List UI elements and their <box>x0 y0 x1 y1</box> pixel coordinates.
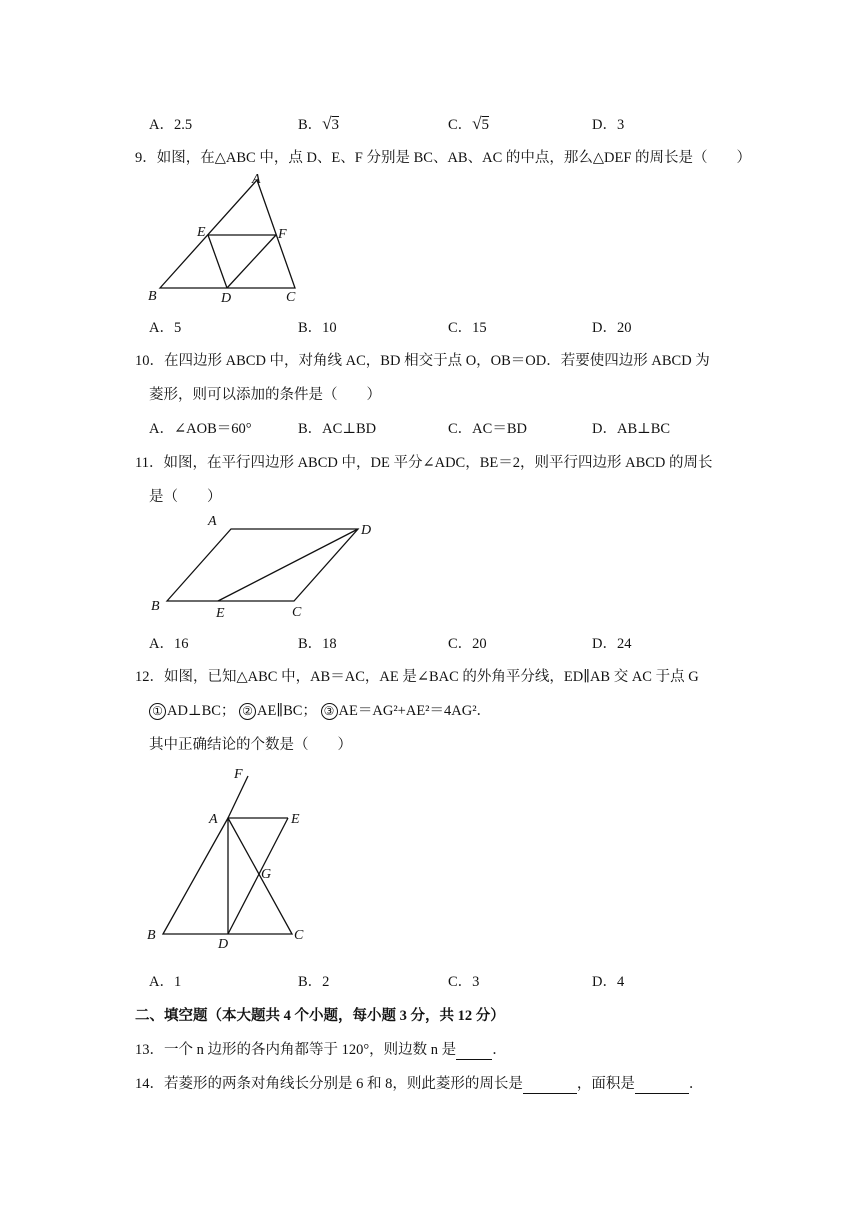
circled-1: ① <box>149 703 166 720</box>
conclusion-3: AE＝AG²+AE²＝4AG²． <box>338 703 492 719</box>
q9-stem: 9．如图，在△ABC 中，点 D、E、F 分别是 BC、AB、AC 的中点，那么△DEF 的周长是（ ） <box>135 150 752 166</box>
label-c: C <box>294 928 304 943</box>
label-d: D <box>361 523 372 538</box>
circled-3: ③ <box>321 703 338 720</box>
q14-end: ． <box>688 1076 704 1092</box>
q10-stem-line2: 菱形，则可以添加的条件是（ ） <box>149 387 381 403</box>
label-a: A <box>208 514 217 529</box>
q10-option-b: B．AC⊥BD <box>298 421 377 437</box>
label-e: E <box>216 606 225 621</box>
conclusion-1: AD⊥BC； <box>167 703 236 719</box>
q8-option-d: D．3 <box>592 117 625 133</box>
q9-figure <box>140 170 310 310</box>
label-d: D <box>218 937 229 952</box>
q14-text: 14．若菱形的两条对角线长分别是 6 和 8，则此菱形的周长是 <box>135 1076 523 1092</box>
label-f: F <box>278 227 287 242</box>
q13-answer-blank[interactable] <box>456 1042 492 1060</box>
label-a: A <box>209 812 218 827</box>
label-d: D <box>221 291 232 306</box>
q10-option-d: D．AB⊥BC <box>592 421 671 437</box>
label-b: B <box>148 289 157 304</box>
label-e: E <box>197 225 206 240</box>
label-c: C <box>286 290 296 305</box>
label-b: B <box>151 599 160 614</box>
conclusion-2: AE∥BC； <box>257 703 317 719</box>
q10-stem-line1: 10．在四边形 ABCD 中，对角线 AC，BD 相交于点 O，OB＝OD．若要使四边形 ABCD 为 <box>135 353 710 369</box>
label-b: B <box>147 928 156 943</box>
q12-option-d: D．4 <box>592 974 625 990</box>
label-e: E <box>291 812 300 827</box>
q12-option-a: A．1 <box>149 974 182 990</box>
label-g: G <box>261 867 272 882</box>
q14-perimeter-blank[interactable] <box>523 1076 577 1094</box>
q9-option-b: B．10 <box>298 320 337 336</box>
q13 <box>135 1038 507 1060</box>
q8-option-b: B．√3 <box>298 114 340 133</box>
q10-option-a: A．∠AOB＝60° <box>149 421 252 437</box>
q12-option-c: C．3 <box>448 974 480 990</box>
q13-end: ． <box>492 1042 507 1058</box>
triangle-abc <box>160 180 295 288</box>
label-c: C <box>292 605 302 620</box>
q9-option-a: A．5 <box>149 320 182 336</box>
q14-area-blank[interactable] <box>635 1076 689 1094</box>
q12-figure <box>140 762 330 952</box>
q12-stem-line3: 其中正确结论的个数是（ ） <box>149 737 352 753</box>
q11-figure <box>145 510 385 625</box>
q8-option-c: C．√5 <box>448 114 490 133</box>
q8-option-a: A．2.5 <box>149 117 193 133</box>
q11-stem-line1: 11．如图，在平行四边形 ABCD 中，DE 平分∠ADC，BE＝2，则平行四边形 ABCD 的周长 <box>135 455 713 471</box>
parallelogram-abcd <box>167 529 358 601</box>
q14 <box>135 1072 703 1094</box>
q11-stem-line2: 是（ ） <box>149 489 222 505</box>
q9-option-c: C．15 <box>448 320 487 336</box>
q11-option-c: C．20 <box>448 636 487 652</box>
q12-option-b: B．2 <box>298 974 330 990</box>
segment-ed <box>208 235 227 288</box>
q11-option-b: B．18 <box>298 636 337 652</box>
segment-de <box>218 529 358 601</box>
q9-option-d: D．20 <box>592 320 632 336</box>
section-2-title: 二、填空题（本大题共 4 个小题，每小题 3 分，共 12 分） <box>135 1008 505 1024</box>
q11-option-d: D．24 <box>592 636 632 652</box>
label-f: F <box>234 767 243 782</box>
circled-2: ② <box>239 703 256 720</box>
q14-text-mid: ，面积是 <box>576 1076 635 1092</box>
ray-af <box>228 776 248 818</box>
q11-option-a: A．16 <box>149 636 189 652</box>
segment-df <box>227 235 276 288</box>
q12-conclusions <box>149 699 491 720</box>
label-a: A <box>252 172 261 187</box>
q10-option-c: C．AC＝BD <box>448 421 527 437</box>
q13-text: 13．一个 n 边形的各内角都等于 120°，则边数 n 是 <box>135 1042 457 1058</box>
q12-stem-line1: 12．如图，已知△ABC 中，AB＝AC，AE 是∠BAC 的外角平分线，ED∥AB 交 AC 于点 G <box>135 669 699 685</box>
